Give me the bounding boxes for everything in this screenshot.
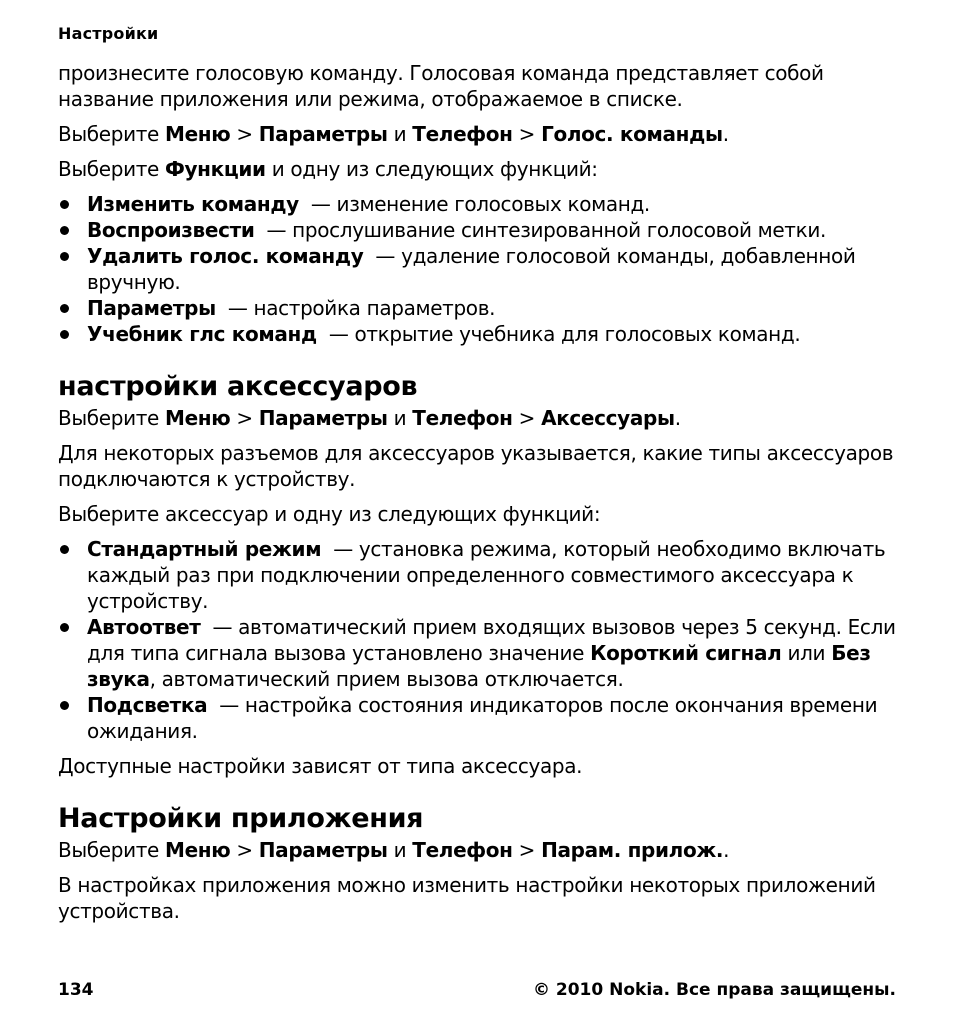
copyright-notice: © 2010 Nokia. Все права защищены. <box>532 980 896 1000</box>
voice-command-options-list <box>58 191 896 347</box>
list-item: Автоответ — автоматический прием входящих вызовов через 5 секунд. Если для типа сигнала вызова установлено значение Короткий сигнал или Без звука, автоматический прием вызова отключается. <box>58 614 896 692</box>
app-settings-path: Выберите Меню > Параметры и Телефон > Парам. прилож.. <box>58 838 730 862</box>
list-item: Стандартный режим — установка режима, который необходимо включать каждый раз при подключении определенного совместимого аксессуара к устройству. <box>58 536 896 614</box>
list-item: Удалить голос. команду — удаление голосовой команды, добавленной вручную. <box>58 243 896 295</box>
section-heading-accessories: настройки аксессуаров <box>58 371 418 402</box>
accessories-paragraph-3: Доступные настройки зависят от типа аксессуара. <box>58 754 583 778</box>
intro-paragraph: произнесите голосовую команду. Голосовая команда представляет собой название приложения или режима, отображаемое в списке. <box>58 61 824 111</box>
page-number: 134 <box>58 980 94 1000</box>
menu-link: Меню <box>165 122 231 146</box>
list-item: Параметры — настройка параметров. <box>58 295 896 321</box>
app-settings-paragraph: В настройках приложения можно изменить настройки некоторых приложений устройства. <box>58 873 876 923</box>
list-item: Подсветка — настройка состояния индикаторов после окончания времени ожидания. <box>58 692 896 744</box>
list-item: Воспроизвести — прослушивание синтезированной голосовой метки. <box>58 217 896 243</box>
page-body <box>58 60 896 933</box>
list-item: Учебник глс команд — открытие учебника для голосовых команд. <box>58 321 896 347</box>
accessories-path: Выберите Меню > Параметры и Телефон > Аксессуары. <box>58 406 681 430</box>
accessories-paragraph-2: Выберите аксессуар и одну из следующих функций: <box>58 502 601 526</box>
accessory-options-list <box>58 536 896 744</box>
voice-commands-path: Выберите Меню > Параметры и Телефон > Голос. команды. <box>58 122 729 146</box>
running-header: Настройки <box>58 24 159 43</box>
section-heading-app-settings: Настройки приложения <box>58 803 424 834</box>
accessories-paragraph-1: Для некоторых разъемов для аксессуаров указывается, какие типы аксессуаров подключаются к устройству. <box>58 441 894 491</box>
functions-instruction: Выберите Функции и одну из следующих функций: <box>58 157 598 181</box>
list-item: Изменить команду — изменение голосовых команд. <box>58 191 896 217</box>
